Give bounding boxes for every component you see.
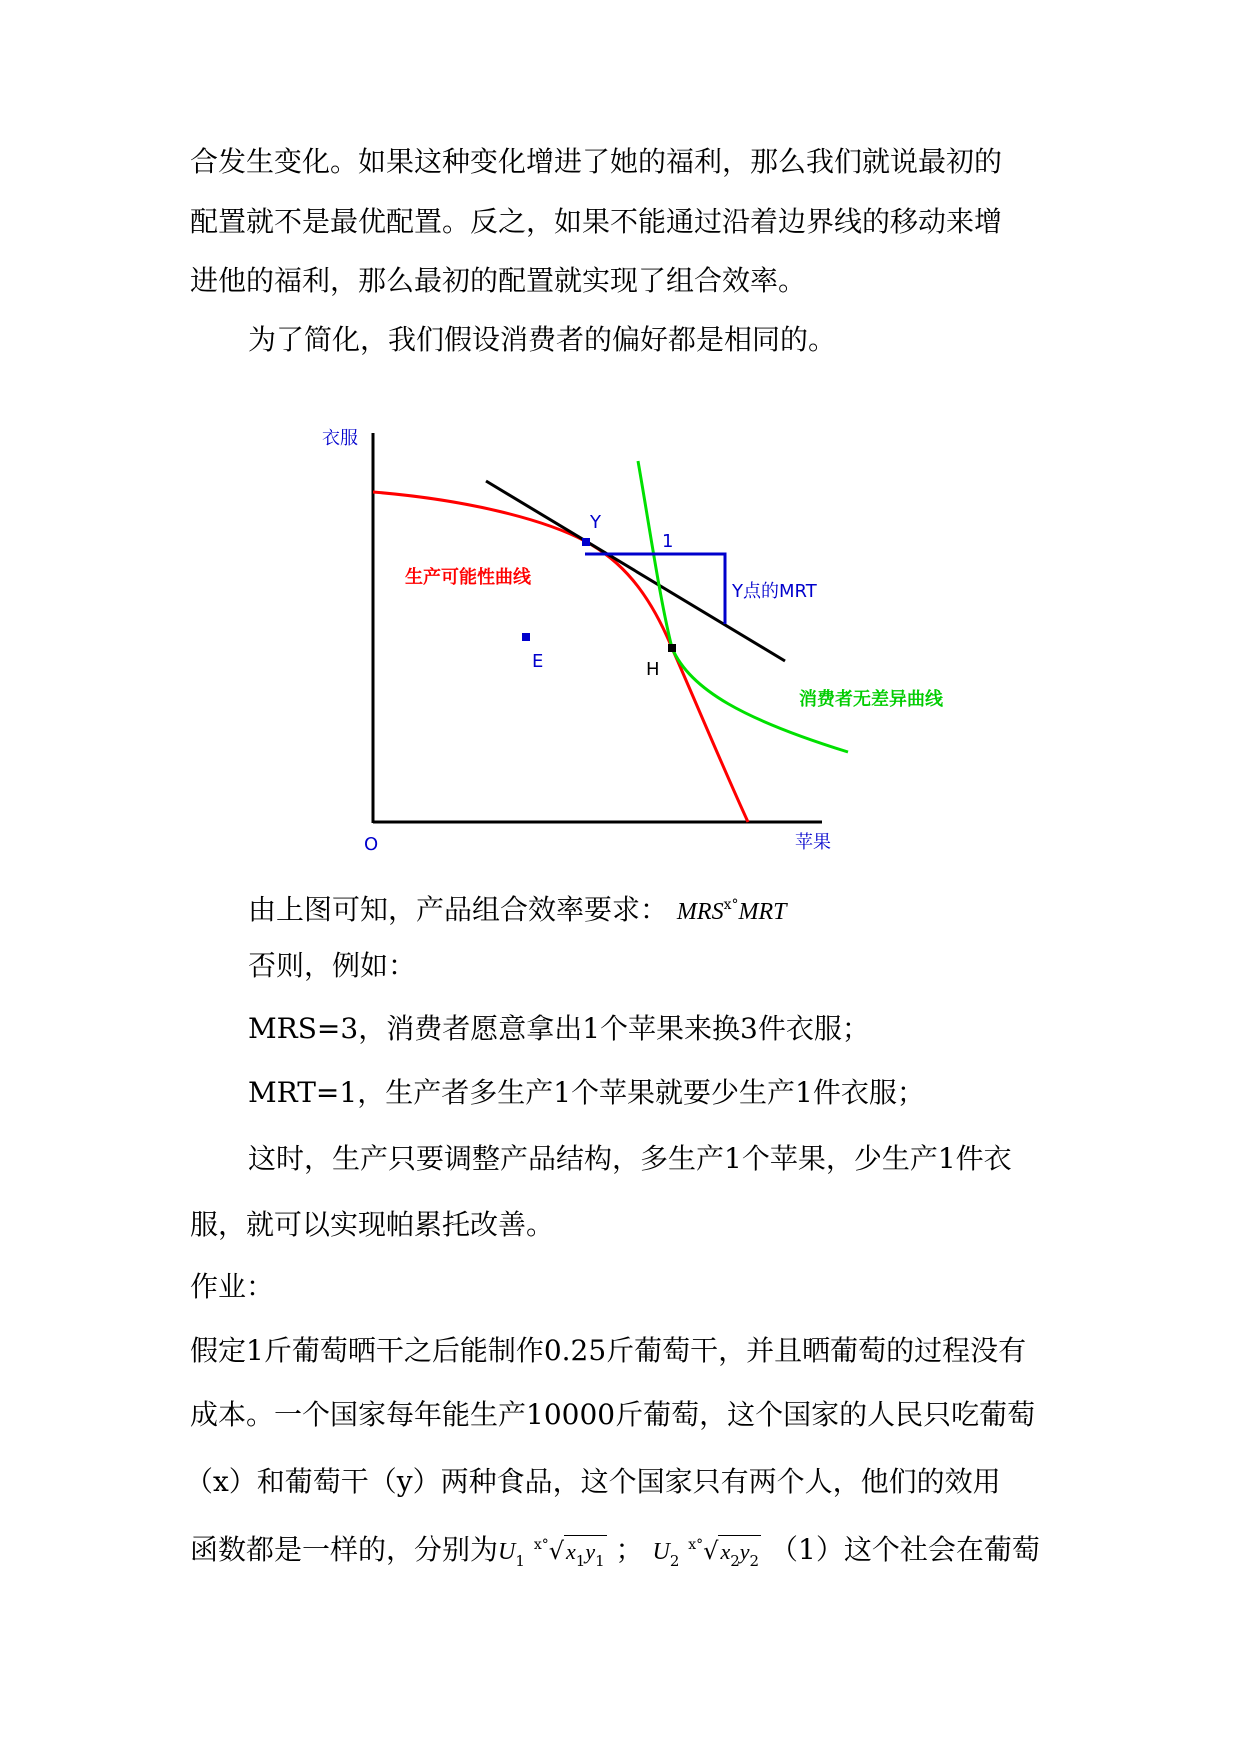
paragraph-text: 为了简化，我们假设消费者的偏好都是相同的。	[248, 323, 837, 356]
text-line-10	[0, 1200, 1241, 1250]
math-mrs: MRS	[676, 899, 724, 926]
paragraph-text: 配置就不是最优配置。反之，如果不能通过沿着边界线的移动来增	[190, 205, 1003, 238]
paragraph-text: 进他的福利，那么最初的配置就实现了组合效率。	[190, 264, 807, 297]
math-x1-sub: 1	[575, 1551, 586, 1570]
text-line-15	[0, 1520, 1241, 1570]
origin-label: O	[364, 834, 379, 855]
sqrt-radicand	[564, 1535, 607, 1575]
indifference-label: 消费者无差异曲线	[799, 689, 943, 710]
paragraph-text: （x）和葡萄干（y）两种食品，这个国家只有两个人，他们的效用	[185, 1465, 1001, 1498]
ppf-label: 生产可能性曲线	[405, 567, 531, 588]
sqrt-symbol: √	[548, 1537, 565, 1566]
point-y-marker	[582, 538, 590, 546]
math-symbol-glyph: ⅹ°	[723, 897, 739, 913]
unit-label: 1	[662, 531, 674, 552]
paragraph-text: 假定1斤葡萄晒干之后能制作0.25斤葡萄干，并且晒葡萄的过程没有	[190, 1334, 1027, 1367]
point-h-marker	[668, 644, 676, 652]
text-line-5	[0, 880, 1241, 930]
point-h-label: H	[646, 659, 660, 680]
math-mrt: MRT	[738, 899, 787, 926]
math-symbol-glyph: ⅹ°	[533, 1537, 549, 1553]
text-line-12	[0, 1326, 1241, 1376]
math-u2: U	[652, 1539, 670, 1566]
text-line-9	[0, 1134, 1241, 1184]
paragraph-text: 函数都是一样的，分别为	[190, 1533, 499, 1567]
y-axis-label: 衣服	[322, 428, 358, 449]
text-line-13	[0, 1390, 1241, 1440]
math-y2: y	[739, 1539, 750, 1565]
math-y1-sub: 1	[595, 1551, 605, 1570]
paragraph-text: 成本。一个国家每年能生产10000斤葡萄，这个国家的人民只吃葡萄	[190, 1398, 1036, 1431]
section-heading: 作业：	[190, 1270, 275, 1303]
paragraph-text: （1）这个社会在葡萄	[770, 1533, 1040, 1567]
ppf-curve	[373, 492, 748, 822]
x-axis-label: 苹果	[795, 832, 831, 853]
paragraph-text: 服，就可以实现帕累托改善。	[190, 1208, 555, 1241]
math-y1: y	[585, 1539, 596, 1565]
paragraph-text: 合发生变化。如果这种变化增进了她的福利，那么我们就说最初的	[190, 145, 1003, 178]
paragraph-text: MRT=1，生产者多生产1个苹果就要少生产1件衣服；	[248, 1076, 925, 1109]
point-y-label: Y	[590, 512, 601, 533]
mrt-label: Y点的MRT	[732, 581, 817, 602]
sqrt-symbol: √	[703, 1537, 719, 1566]
text-line-7	[0, 1004, 1241, 1054]
math-u1-sub: 1	[515, 1551, 525, 1570]
math-x2-sub: 2	[730, 1551, 740, 1570]
separator: ；	[615, 1533, 644, 1567]
paragraph-text: 否则，例如：	[248, 949, 417, 982]
math-x2: x	[720, 1539, 731, 1565]
economics-figure	[0, 0, 1241, 870]
math-y2-sub: 2	[749, 1551, 760, 1570]
text-line-11	[0, 1262, 1241, 1312]
math-x1: x	[566, 1539, 576, 1565]
text-line-8	[0, 1068, 1241, 1118]
math-u1: U	[498, 1539, 516, 1566]
paragraph-text: 由上图可知，产品组合效率要求：	[248, 893, 669, 927]
text-line-14	[0, 1457, 1241, 1507]
math-u2-sub: 2	[669, 1551, 680, 1570]
point-e-label: E	[532, 651, 544, 672]
point-e-marker	[522, 633, 530, 641]
paragraph-text: 这时，生产只要调整产品结构，多生产1个苹果，少生产1件衣	[248, 1142, 1012, 1175]
paragraph-text: MRS=3，消费者愿意拿出1个苹果来换3件衣服；	[248, 1012, 870, 1045]
text-line-6	[0, 941, 1241, 991]
sqrt-radicand	[718, 1535, 761, 1575]
math-symbol-glyph: ⅹ°	[688, 1537, 704, 1553]
